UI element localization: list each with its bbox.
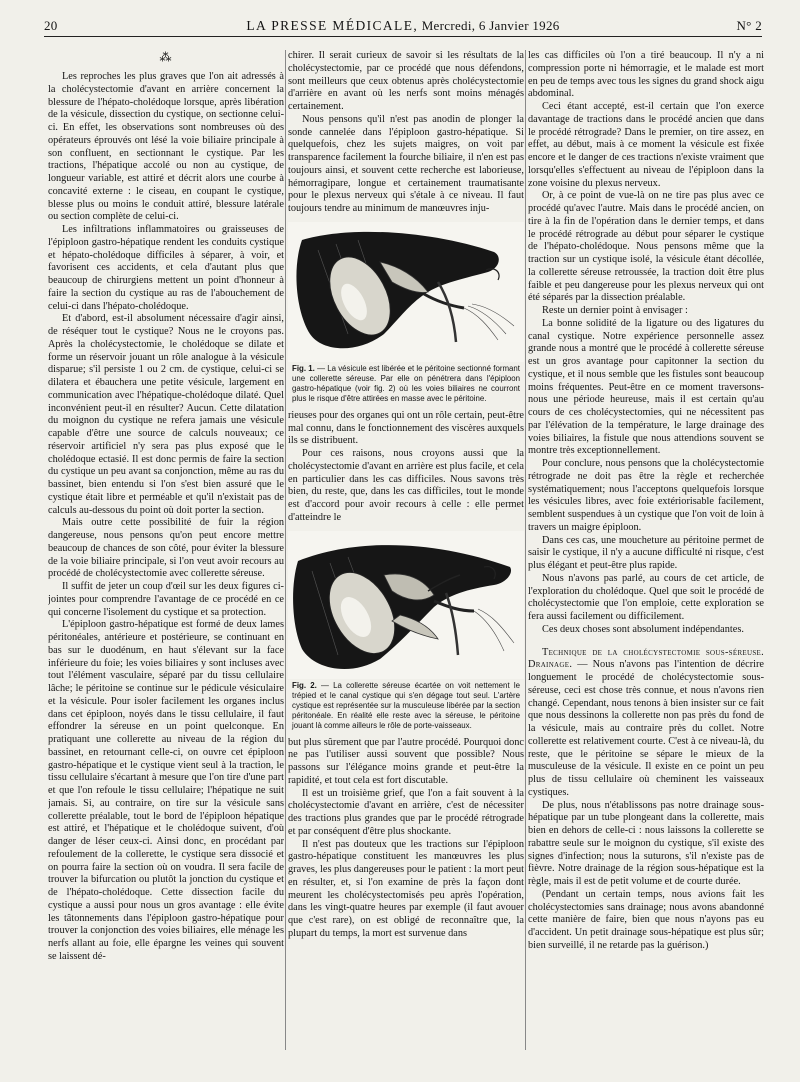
figure-2-label: Fig. 2.: [292, 680, 317, 690]
paragraph: Dans ces cas, une moucheture au péritoine permet de saisir le cystique, il n'y a aucune difficulté ni risque, c'est plus élégant et peut-être plus rapide.: [528, 534, 764, 571]
paragraph: Il est un troisième grief, que l'on a fait souvent à la cholécystectomie d'avant en arrière, c'est de nécessiter des tractions plus grandes que par le procédé rétrograde et par conséquent d'être plus shockante.: [288, 787, 524, 837]
paragraph: rieuses pour des organes qui ont un rôle certain, peut-être mal connu, dans le fonctionnement des viscères auxquels ils se distribuent.: [288, 409, 524, 447]
figure-2-illustration: [288, 531, 524, 679]
paragraph: Il suffit de jeter un coup d'œil sur les deux figures ci-jointes pour comprendre l'avantage de ce procédé en ce qui concerne l'isolement du cystique et sa protection.: [48, 581, 284, 618]
masthead-title: LA PRESSE MÉDICALE,: [246, 18, 419, 33]
paragraph: Reste un dernier point à envisager :: [542, 305, 688, 316]
figure-1-illustration: [288, 222, 524, 362]
paragraph: Pour conclure, nous pensons que la cholécystectomie rétrograde ne doit pas être la règle et recherchée systématiquement; nous l'acceptons quelquefois lorsque les vésicules libres, avec foie extériorisable facilement, semblent suspendues à un cystique que l'on voit de loin à travers un maigre épiploon.: [528, 458, 764, 533]
column-2: [288, 50, 524, 1070]
column-rule-left: [285, 50, 286, 1050]
paragraph: Ceci étant accepté, est-il certain que l'on exerce davantage de tractions dans le procédé ancien que dans le procédé rétrograde? Dans le premier, on tire assez, en effet, au début, mais à ce moment la vésicule est fixée encore et le danger de ces tractions n'existe vraiment que lorsqu'elles s'effectuent au niveau de l'épiploon dans la zone voisine du plexus nerveux.: [528, 101, 764, 189]
paragraph: Les infiltrations inflammatoires ou graisseuses de l'épiploon gastro-hépatique rendent les conduits cystique et hépato-cholédoque difficiles à séparer, à voir, et favorisent ces accidents, et cela d'autant plus que beaucoup de chirurgiens mettent un point d'honneur à faire la section du cystique au ras de l'abouchement de celui-ci dans l'hépato-cholédoque.: [48, 224, 284, 312]
paragraph: Ces deux choses sont absolument indépendantes.: [542, 623, 744, 635]
page-header: [44, 8, 762, 37]
column-1: [48, 50, 284, 1070]
paragraph: L'épiploon gastro-hépatique est formé de deux lames péritonéales, antérieure et postérieure, se continuant en bas sur le duodénum, en haut s'élevant sur la face inférieure du foie; les voies biliaires y sont incluses avec tout l'élément vasculaire, séparé par du tissu cellulaire lâche; le péritoine se continue sur le pédicule vésiculaire et la vésicule. Pour isoler facilement les organes inclus dans cet épiploon, noyés dans le tissu cellulaire, il faut effondrer la séreuse en un point quelconque. En pratiquant une collerette au niveau de la région du bassinet, en retournant celle-ci, on ouvre cet épiploon gastro-hépatique et le cystique vient seul à la traction, le tissu cellulaire s'écartant à mesure que l'on tire d'une part et que l'on refoule le tissu cellulaire; l'hépatique ne suit jamais. Si, au contraire, on tire sur la vésicule sans collerette préalable, tout le bord de l'épiploon hépatique est attiré, et l'hépatique et le cholédoque suivent, d'où danger de léser ceux-ci. Ainsi donc, en procédant par refoulement de la collerette, le cystique sera dissocié et on pourra faire la section où on voudra. Il sera facile de trouver la bifurcation ou plutôt la jonction du cystique et de l'hépato-cholédoque. Cette dissection facile du cystique a aussi pour nous un gros avantage : elle évite les tâtonnements dans l'épiploon gastro-hépatique pour trouver la conjonction des voies biliaires, elle ménage les nerfs allant au foie, elle épargne les veines qui souvent se laissent dé-: [48, 619, 284, 962]
paragraph: Pour ces raisons, nous croyons aussi que la cholécystectomie d'avant en arrière est plus facile, et cela en particulier dans les cas difficiles. Nous savons très bien, du reste, que, dans les cas difficiles, tout le monde est d'accord pour avoir recours à celle : elle permet d'atteindre le: [288, 448, 524, 523]
paragraph: chirer. Il serait curieux de savoir si les résultats de la cholécystectomie, par ce procédé que nous défendons, sont meilleurs que ceux obtenus après cholécystectomie d'arrière en avant où les nerfs sont moins ménagés certainement.: [288, 50, 524, 112]
paragraph: les cas difficiles où l'on a tiré beaucoup. Il n'y a ni compression porte ni hémorragie, et le malade est mort en peu de temps avec tous les signes du grand shock aigu abdominal.: [528, 50, 764, 100]
paragraph: (Pendant un certain temps, nous avions fait les cholécystectomies sans drainage; nous avons abandonné cette manière de faire, bien que nous n'ayons pas eu d'accident. Un petit drainage sous-hépatique est plus sûr; bien surveillé, il ne retarde pas la guérison.): [528, 888, 764, 951]
figure-2-caption-text: — La collerette séreuse écartée on voit nettement le trépied et le canal cystique qui s'en dégage tout seul. L'artère cystique est représentée sur la musculeuse libérée par la section péritonéale. En réalité elle reste avec la séreuse, le péritoine jouant là comme ailleurs le rôle de porte-vaisseaux.: [292, 680, 520, 730]
section-asterism: ⁂: [159, 50, 173, 64]
issue-number: N° 2: [736, 18, 762, 33]
figure-1-label: Fig. 1.: [292, 363, 315, 373]
paragraph: Mais outre cette possibilité de fuir la région dangereuse, nous pensons qu'on peut encore mettre beaucoup de chances de son côté, pour éviter la blessure de la voie biliaire principale, si l'on veut avoir recours au procédé de cholécystectomie avec collerette séreuse.: [48, 517, 284, 580]
paragraph: but plus sûrement que par l'autre procédé. Pourquoi donc ne pas l'utiliser aussi souvent que possible? Nous passons sur l'élégance moins grande et peut-être la rapidité, et tout cela est fort discutable.: [288, 736, 524, 786]
section-first-text: — Nous n'avons pas l'intention de décrire longuement le procédé de cholécystectomie sous-séreuse, ceci est chose très connue, et nous n'avons rien changé. Cependant, nous tenons à bien insister sur ce fait que nous dessinons la collerette non pas près du fond de la vésicule, mais au contraire près du collet. Notre collerette est relativement courte. C'est à ce niveau-là, du reste, que le péritoine se sépare le mieux de la musculeuse de la vésicule. Il existe en ce point un peu plus de tissu cellulaire où cheminent les vaisseaux cystiques.: [528, 659, 764, 798]
paragraph: La bonne solidité de la ligature ou des ligatures du canal cystique. Notre expérience personnelle assez grande nous a montré que le procédé à collerette séreuse est un gros avantage pour capitonner la section du cystique, et il nous semble que les fistules sont beaucoup moins fréquentes. Peut-être en ce moment traversons-nous une période heureuse, mais il est certain qu'au cours de ces cholécystectomies, qui ne nécessitent pas par l'élévation de la température, le large drainage des voies biliaires, la fistule que nous attendions souvent se montre très exceptionnellement.: [528, 317, 764, 457]
column-3: [528, 50, 764, 1070]
figure-2-caption: [288, 681, 524, 731]
page-number: 20: [44, 18, 58, 33]
issue-date: Mercredi, 6 Janvier 1926: [421, 18, 560, 33]
section-spacer: [528, 637, 764, 647]
paragraph: Et d'abord, est-il absolument nécessaire d'agir ainsi, de réséquer tout le cystique? Nous ne le croyons pas. Après la cholécystectomie, le cholédoque se dilate et forme un réservoir jouant un rôle analogue à la vésicule disparue; s'il persiste 1 ou 2 cm. de cystique, celui-ci se dilatera et ébauchera une petite vésicule, largement en communication avec l'hépatique-cholédoque dilaté. Quel inconvénient peut-il en résulter? Aucun. Cette dilatation du moignon du cystique ne refera jamais une vésicule capable d'être une source de calculs nouveaux; ce réservoir artificiel n'y sera pas plus exposé que le cholédoque ectasié. Il est donc permis de faire la section du cystique un peu avant sa conjonction, même au ras du bassinet, bien entendu si l'on s'est bien assuré que le cystique était libre et perméable et qu'il n'existait pas de calculs au-dessous du point où doit porter la section.: [48, 313, 284, 516]
running-title: [44, 18, 762, 34]
paragraph: Nous n'avons pas parlé, au cours de cet article, de l'exploration du cholédoque. Quel que soit le procédé de cholécystectomie que l'on emploie, cette exploration se fera aussi facilement ou difficilement.: [528, 572, 764, 622]
figure-1: [288, 222, 524, 404]
paragraph: Il n'est pas douteux que les tractions sur l'épiploon gastro-hépatique constituent les manœuvres les plus graves, les plus dangereuses pour le patient : la mort peut en résulter, et, si l'on examine de près la façon dont meurent les cholécystectomisés peu après l'opération, dans les vingt-quatre heures par exemple (il faut avouer que c'est rare), on est obligé de reconnaître que, la plupart du temps, la mort est survenue dans: [288, 838, 524, 939]
section-paragraph: [528, 647, 764, 800]
paragraph: De plus, nous n'établissons pas notre drainage sous-hépatique par un tube plongeant dans la collerette, mais bien en dehors de celle-ci : nous laissons la collerette se rabattre seule sur le moignon du cystique, s'il existe des signes d'infection; nous la suturons, s'il n'existe pas de fièvre. Notre drainage de la région sous-hépatique est la règle, mais il est de petit volume et de courte durée.: [528, 799, 764, 887]
figure-1-caption-text: — La vésicule est libérée et le péritoine sectionné formant une collerette séreuse. Par elle on pénétrera dans l'épiploon gastro-hépatique (voir fig. 2) où les voies biliaires ne courront plus le risque d'être attirées en masse avec le péritoine.: [292, 363, 520, 403]
column-rule-right: [525, 50, 526, 1050]
figure-2: [288, 531, 524, 731]
figure-1-caption: [288, 364, 524, 404]
paragraph: Nous pensons qu'il n'est pas anodin de plonger la sonde cannelée dans l'épiploon gastro-hépatique. Si quelquefois, chez les sujets maigres, on voit par transparence facilement la fourche biliaire, il n'en est pas toujours ainsi, et souvent cette recherche est laborieuse, hémorragipare, longue et certainement traumatisante pour le plexus nerveux qui s'étale à ce niveau. Il faut toujours tendre au minimum de manœuvres inju-: [288, 113, 524, 214]
paragraph: Or, à ce point de vue-là on ne tire pas plus avec ce procédé qu'avec l'autre. Mais dans le procédé ancien, on tire à la fin de l'opération dans le dernier temps, et dans le procédé rétrograde au début pour séparer le cystique de l'hépato-cholédoque. Nous pensons même que la traction sur un cystique isolé, la vésicule étant décollée, la collerette séreuse retroussée, la traction doit être plus faible et peu dangereuse pour les plexus nerveux qui ont été séparés par la dissection préalable.: [528, 190, 764, 304]
paragraph: Les reproches les plus graves que l'on ait adressés à la cholécystectomie d'avant en arrière concernent la blessure de l'hépato-cholédoque lorsque, après libération de la vésicule, dissection du cystique, on sectionne celui-ci. En effet, les observations sont nombreuses où des opérateurs éprouvés ont lésé la voie biliaire principale à son confluent, en sectionnant le cystique. Par les tractions, l'hépatique accolé ou non au cystique, de longueur variable, est attiré et décrit alors une courbe à concavité externe : le ciseau, en coupant le cystique, blesse plus ou moins le conduit attiré, blessure latérale ou section complète de celui-ci.: [48, 71, 284, 223]
section-heading: Technique de la cholécystectomie sous-séreuse. Drainage.: [528, 646, 764, 671]
